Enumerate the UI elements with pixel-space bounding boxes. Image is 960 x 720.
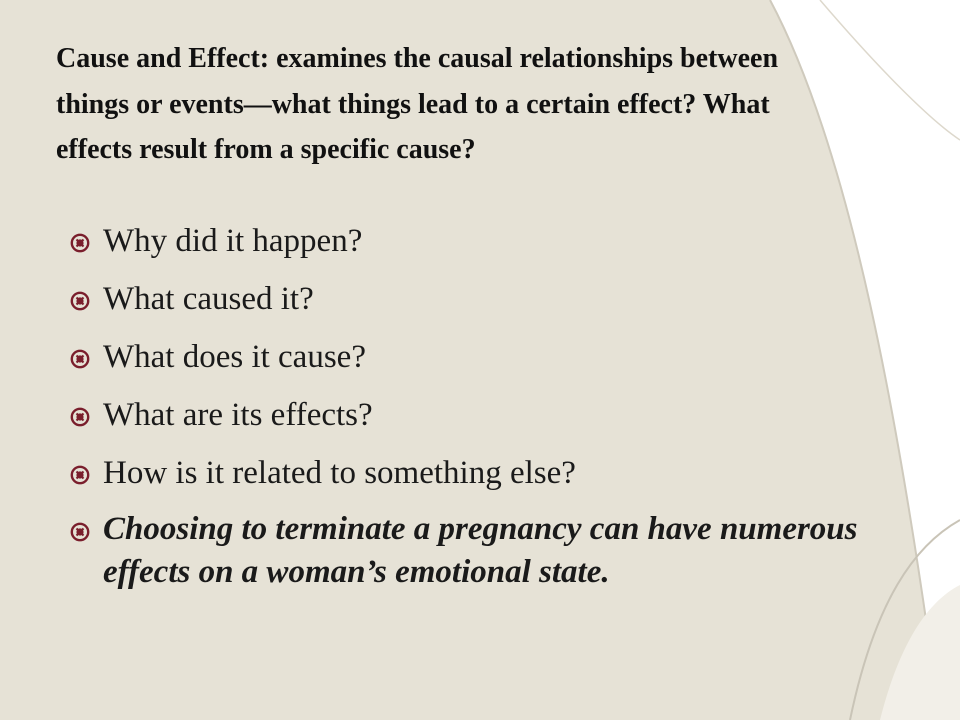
slide-heading: Cause and Effect: examines the causal relationships between things or events—what things lead to a certain effect? What effects result from a specific cause? [56, 43, 779, 165]
target-bullet-icon [70, 291, 90, 311]
bullet-text: Why did it happen? [103, 223, 363, 259]
target-bullet-icon [70, 407, 90, 427]
bullet-text: What does it cause? [103, 339, 366, 375]
bullet-text: How is it related to something else? [103, 455, 576, 491]
target-bullet-icon [70, 349, 90, 369]
target-bullet-icon [70, 233, 90, 253]
list-item [70, 454, 870, 492]
bullet-list [70, 222, 870, 614]
list-item [70, 280, 870, 318]
target-bullet-icon [70, 465, 90, 485]
list-item [70, 222, 870, 260]
bullet-text: What caused it? [103, 281, 314, 317]
target-bullet-icon [70, 522, 90, 542]
emphasis-bullet-text: Choosing to terminate a pregnancy can have numerous effects on a woman’s emotional state. [103, 511, 858, 590]
emphasis-list-item [70, 508, 870, 594]
bullet-text: What are its effects? [103, 397, 373, 433]
list-item [70, 396, 870, 434]
list-item [70, 338, 870, 376]
